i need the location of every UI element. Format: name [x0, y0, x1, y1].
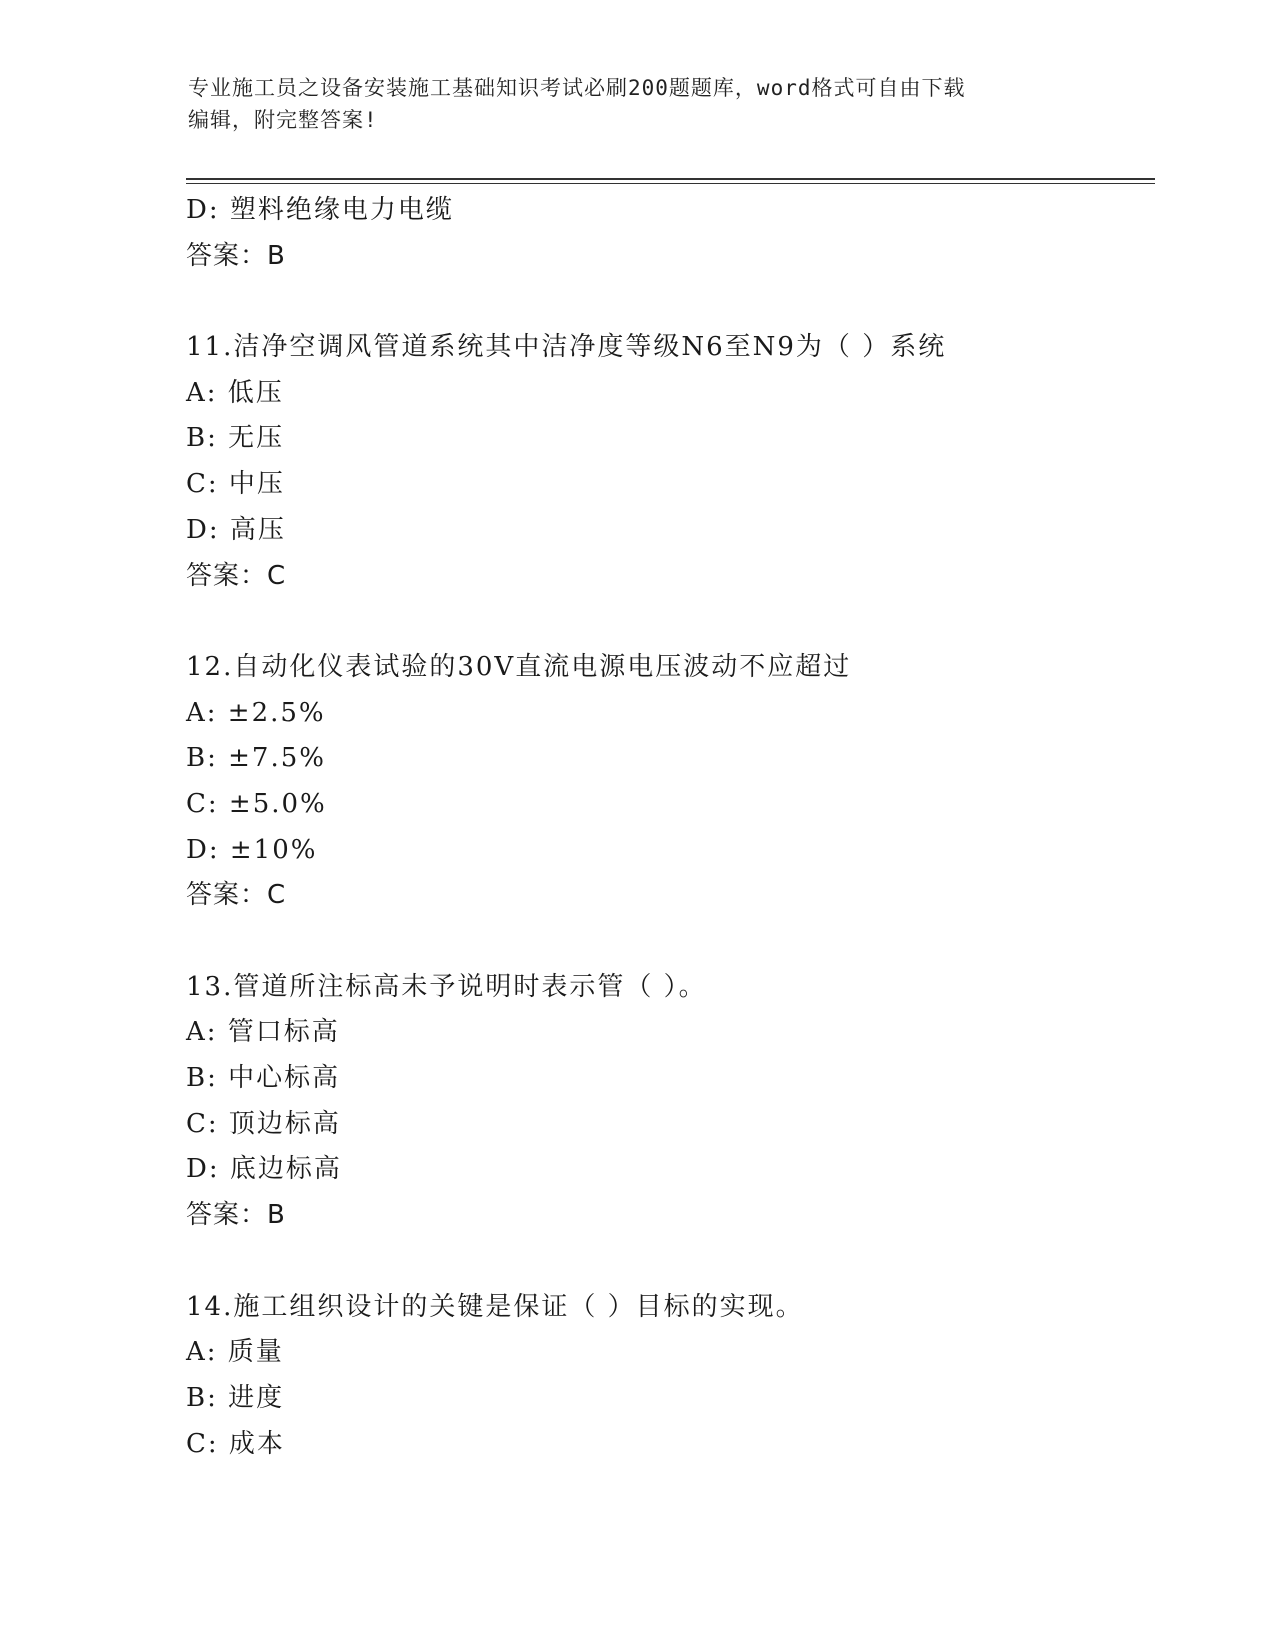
- document-header: [188, 72, 1088, 136]
- prev-question-answer: 答案：B: [186, 240, 286, 271]
- option-c: C: 成本: [186, 1428, 285, 1459]
- header-divider-thin: [186, 183, 1155, 184]
- question-stem: 14.施工组织设计的关键是保证（ ）目标的实现。: [186, 1291, 804, 1322]
- prev-question-option-d: D: 塑料绝缘电力电缆: [186, 195, 454, 225]
- option-d: D: ±10%: [186, 834, 318, 865]
- answer: 答案：C: [186, 880, 287, 911]
- answer: 答案：C: [186, 560, 287, 591]
- question-13: [186, 965, 1146, 1239]
- question-14: [186, 1285, 1146, 1468]
- option-a: A: ±2.5%: [186, 697, 326, 728]
- spacer: [186, 1239, 1146, 1285]
- spacer: [186, 279, 1146, 325]
- option-a: A: 低压: [186, 377, 284, 408]
- header-title-line-1: 专业施工员之设备安装施工基础知识考试必刷200题题库，word格式可自由下载: [188, 76, 966, 100]
- option-c: C: ±5.0%: [186, 788, 327, 819]
- question-stem: 11.洁净空调风管道系统其中洁净度等级N6至N9为（ ）系统: [186, 332, 947, 363]
- option-c: C: 顶边标高: [186, 1108, 341, 1139]
- answer: 答案：B: [186, 1200, 286, 1231]
- header-divider: [186, 178, 1155, 180]
- question-stem: 13.管道所注标高未予说明时表示管（ ）。: [186, 971, 707, 1002]
- spacer: [186, 599, 1146, 645]
- option-b: B: 中心标高: [186, 1063, 341, 1094]
- header-title-line-2: 编辑，附完整答案!: [188, 108, 378, 132]
- option-b: B: 无压: [186, 423, 285, 454]
- option-a: A: 质量: [186, 1337, 284, 1368]
- spacer: [186, 919, 1146, 965]
- option-c: C: 中压: [186, 469, 285, 500]
- option-a: A: 管口标高: [186, 1017, 340, 1048]
- question-12: [186, 645, 1146, 919]
- option-b: B: ±7.5%: [186, 743, 326, 774]
- option-d: D: 底边标高: [186, 1154, 342, 1185]
- question-stem: 12.自动化仪表试验的30V直流电源电压波动不应超过: [186, 651, 852, 682]
- question-11: [186, 325, 1146, 599]
- option-b: B: 进度: [186, 1382, 285, 1413]
- option-d: D: 高压: [186, 514, 286, 545]
- question-list: [186, 188, 1146, 1467]
